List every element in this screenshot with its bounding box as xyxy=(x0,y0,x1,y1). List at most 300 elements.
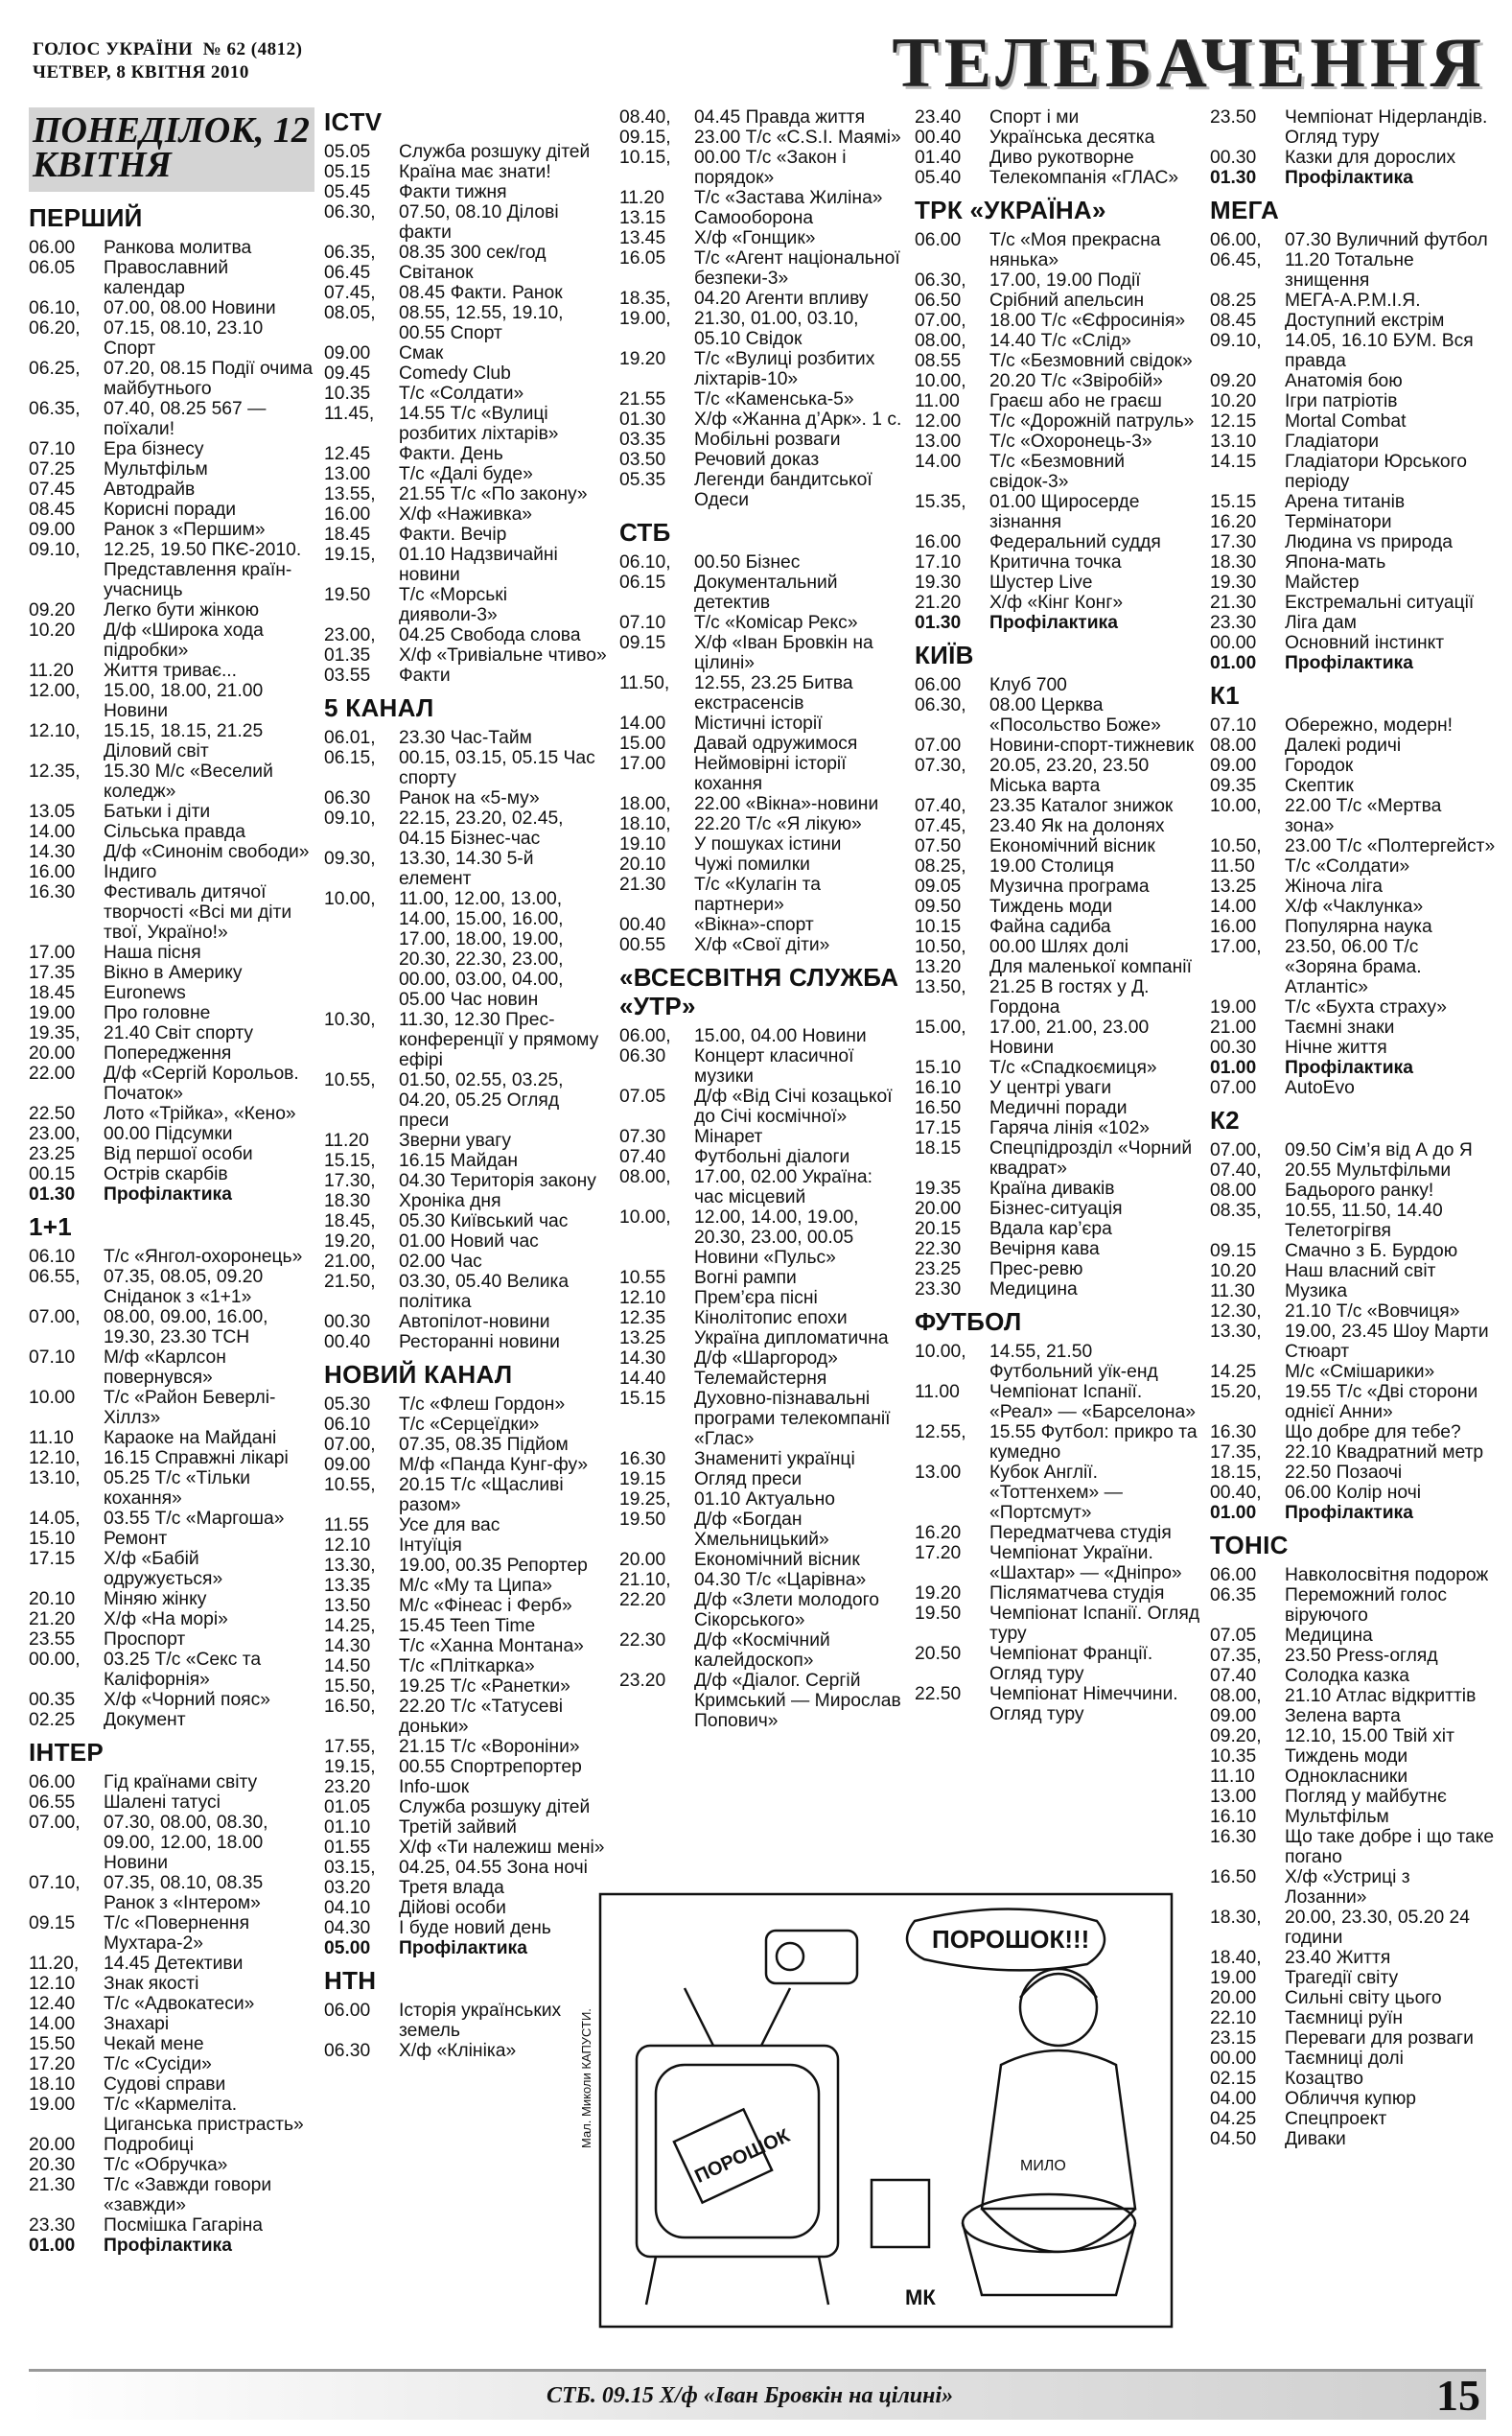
program-title: 07.40, 08.25 567 — поїхали! xyxy=(104,399,267,439)
program-row xyxy=(324,889,610,1010)
program-row xyxy=(324,1515,610,1535)
program-time: 13.00 xyxy=(1210,1787,1257,1807)
program-title: 20.05, 23.20, 23.50 Міська варта xyxy=(989,756,1150,796)
program-title: 07.35, 08.10, 08.35 Ранок з «Інтером» xyxy=(104,1873,264,1913)
program-title: Критична точка xyxy=(989,552,1122,573)
program-title: 22.20 Т/с «Татусеві доньки» xyxy=(399,1697,564,1737)
program-time: 13.25 xyxy=(1210,877,1257,897)
program-time: 09.15 xyxy=(1210,1241,1257,1261)
program-time: 18.10, xyxy=(619,814,671,834)
program-row xyxy=(1210,1301,1496,1322)
program-row xyxy=(915,573,1200,593)
program-row xyxy=(29,1772,314,1792)
program-title: Т/с «Морські дияволи-3» xyxy=(399,585,507,625)
program-title: 20.00, 23.30, 05.20 24 години xyxy=(1285,1908,1470,1948)
program-title: Mortal Combat xyxy=(1285,411,1407,432)
program-title: 12.00, 14.00, 19.00, 20.30, 23.00, 00.05 Новини «Пульс» xyxy=(694,1207,859,1268)
program-time: 09.00 xyxy=(1210,756,1257,776)
program-time: 12.10, xyxy=(29,721,81,741)
program-row xyxy=(1210,1585,1496,1626)
program-row xyxy=(324,1697,610,1737)
program-time: 07.40, xyxy=(915,796,966,816)
program-time: 20.10 xyxy=(29,1589,76,1609)
program-time: 10.35 xyxy=(324,384,371,404)
program-time: 09.20 xyxy=(1210,371,1257,391)
program-title: 20.55 Мультфільми xyxy=(1285,1160,1452,1181)
program-time: 01.05 xyxy=(324,1797,371,1817)
program-row xyxy=(29,822,314,842)
program-time: 07.00, xyxy=(29,1813,81,1833)
program-row xyxy=(1210,148,1496,168)
program-title: 01.10 Надзвичайні новини xyxy=(399,545,558,585)
program-title: 16.15 Майдан xyxy=(399,1151,519,1171)
program-row xyxy=(29,1307,314,1347)
program-row xyxy=(29,399,314,439)
program-title: Переваги для розваги xyxy=(1285,2028,1474,2049)
program-time: 15.15, xyxy=(324,1151,376,1171)
program-title: Майстер xyxy=(1285,573,1360,593)
program-row xyxy=(619,410,905,430)
program-title: Чемпіонат Німеччини. Огляд туру xyxy=(989,1684,1178,1724)
program-time: 12.35 xyxy=(619,1308,666,1328)
program-row xyxy=(915,1463,1200,1523)
program-time: 15.00 xyxy=(619,734,666,754)
program-title: Що добре для тебе? xyxy=(1285,1422,1461,1442)
program-time: 11.20 xyxy=(324,1131,369,1151)
program-title: 23.00 Т/с «C.S.I. Маямі» xyxy=(694,128,901,148)
program-row xyxy=(619,188,905,208)
program-row xyxy=(324,384,610,404)
program-title: 19.00, 23.45 Шоу Марти Стюарт xyxy=(1285,1322,1489,1362)
program-row xyxy=(1210,1988,1496,2008)
program-title: Гладіатори xyxy=(1285,432,1379,452)
program-row xyxy=(29,1509,314,1529)
program-row xyxy=(29,1690,314,1710)
program-time: 18.40, xyxy=(1210,1948,1262,1968)
program-time: 16.05 xyxy=(619,248,666,269)
program-time: 02.25 xyxy=(29,1710,76,1730)
program-title: Містичні історії xyxy=(694,714,823,734)
program-row xyxy=(1210,1261,1496,1281)
program-time: 00.40 xyxy=(915,128,962,148)
program-time: 00.40 xyxy=(619,915,666,935)
program-title: Україна дипломатична xyxy=(694,1328,889,1348)
program-title: Чекай мене xyxy=(104,2034,204,2054)
program-time: 09.10, xyxy=(1210,331,1262,351)
program-title: Гладіатори Юрського періоду xyxy=(1285,452,1467,492)
program-time: 23.50 xyxy=(1210,107,1257,128)
program-title: Д/ф «Широка хода підробки» xyxy=(104,621,264,661)
program-row xyxy=(619,1207,905,1268)
program-time: 14.25, xyxy=(324,1616,376,1636)
program-row xyxy=(619,573,905,613)
program-time: 10.50, xyxy=(1210,836,1262,856)
program-row xyxy=(324,1332,610,1352)
program-title: Ранкова молитва xyxy=(104,238,252,258)
program-time: 22.30 xyxy=(915,1239,962,1259)
program-time: 08.05, xyxy=(324,303,376,323)
program-time: 10.20 xyxy=(1210,1261,1257,1281)
program-title: Історія українських земель xyxy=(399,2001,562,2041)
program-title: 21.30, 01.00, 03.10, 05.10 Свідок xyxy=(694,309,859,349)
program-title: 06.00 Колір ночі xyxy=(1285,1483,1422,1503)
column-3 xyxy=(619,107,905,1731)
program-title: 07.35, 08.35 Підйом xyxy=(399,1435,569,1455)
program-title: М/ф «Карлсон повернувся» xyxy=(104,1347,226,1388)
program-time: 23.20 xyxy=(619,1671,666,1691)
program-row xyxy=(915,816,1200,836)
program-time: 20.00 xyxy=(29,1043,76,1064)
program-title: Т/с «Пліткарка» xyxy=(399,1656,535,1676)
program-row xyxy=(29,2095,314,2135)
cartoon-illustration xyxy=(598,1892,1174,2329)
program-title: Файна садиба xyxy=(989,917,1111,937)
program-row xyxy=(1210,1908,1496,1948)
program-row xyxy=(915,411,1200,432)
program-row xyxy=(915,593,1200,613)
program-time: 12.10 xyxy=(619,1288,666,1308)
program-title: Спецпроект xyxy=(1285,2109,1387,2129)
program-row xyxy=(324,263,610,283)
program-time: 00.00, xyxy=(29,1650,81,1670)
program-row xyxy=(619,834,905,855)
program-row xyxy=(29,298,314,318)
program-time: 01.00 xyxy=(1210,1503,1257,1523)
program-time: 17.55, xyxy=(324,1737,376,1757)
program-row xyxy=(915,391,1200,411)
program-title: 05.30 Київський час xyxy=(399,1211,569,1231)
program-title: Попередження xyxy=(104,1043,232,1064)
program-time: 10.55, xyxy=(324,1070,376,1090)
program-time: 00.15 xyxy=(29,1164,76,1184)
program-title: 12.10, 15.00 Твій хіт xyxy=(1285,1726,1454,1746)
program-row xyxy=(619,1046,905,1087)
program-time: 13.00 xyxy=(915,432,962,452)
program-title: Життя триває... xyxy=(104,661,238,681)
program-row xyxy=(619,1087,905,1127)
program-title: Чемпіонат України. «Шахтар» — «Дніпро» xyxy=(989,1543,1182,1583)
program-title: 13.30, 14.30 5-й елемент xyxy=(399,849,534,889)
program-row xyxy=(29,761,314,802)
program-time: 05.05 xyxy=(324,142,371,162)
program-row xyxy=(1210,250,1496,291)
program-time: 01.30 xyxy=(915,613,962,633)
masthead-info xyxy=(33,38,302,84)
program-title: Чемпіонат Франції. Огляд туру xyxy=(989,1644,1153,1684)
program-row xyxy=(324,1070,610,1131)
footer-promo: СТБ. 09.15 Х/ф «Іван Бровкін на цілині» xyxy=(547,2383,954,2408)
program-row xyxy=(1210,1058,1496,1078)
program-time: 10.55 xyxy=(619,1268,666,1288)
program-title: Давай одружимося xyxy=(694,734,858,754)
program-title: 19.00 Столиця xyxy=(989,856,1114,877)
program-time: 22.50 xyxy=(29,1104,76,1124)
program-row xyxy=(324,1938,610,1958)
program-title: Диваки xyxy=(1285,2129,1346,2149)
program-title: Ера бізнесу xyxy=(104,439,204,459)
channel-heading: «ВСЕСВІТНЯ СЛУЖБА «УТР» xyxy=(619,963,899,1020)
program-row xyxy=(29,1954,314,1974)
program-title: Профілактика xyxy=(104,2236,232,2256)
program-time: 18.35, xyxy=(619,289,671,309)
program-row xyxy=(1210,1422,1496,1442)
program-row xyxy=(915,168,1200,188)
program-row xyxy=(324,1858,610,1878)
program-title: Х/ф «Ти належиш мені» xyxy=(399,1838,605,1858)
program-title: Х/ф «Гонщик» xyxy=(694,228,816,248)
program-row xyxy=(324,142,610,162)
program-row xyxy=(915,917,1200,937)
program-time: 04.30 xyxy=(324,1918,371,1938)
program-row xyxy=(915,492,1200,532)
program-row xyxy=(29,681,314,721)
program-row xyxy=(619,228,905,248)
program-title: Диво рукотворне xyxy=(989,148,1134,168)
program-row xyxy=(29,2074,314,2095)
program-time: 05.45 xyxy=(324,182,371,202)
program-time: 14.50 xyxy=(324,1656,371,1676)
program-time: 15.10 xyxy=(915,1058,962,1078)
program-time: 07.30 xyxy=(619,1127,666,1147)
program-row xyxy=(324,1231,610,1252)
program-time: 09.20, xyxy=(1210,1726,1262,1746)
program-title: Профілактика xyxy=(1285,653,1413,673)
program-time: 09.15 xyxy=(619,633,666,653)
program-time: 06.15, xyxy=(324,748,376,768)
program-row xyxy=(1210,107,1496,148)
program-title: 15.15, 18.15, 21.25 Діловий світ xyxy=(104,721,264,761)
program-time: 06.30, xyxy=(915,695,966,715)
program-row xyxy=(1210,593,1496,613)
program-time: 18.45 xyxy=(29,983,76,1003)
program-row xyxy=(324,343,610,363)
program-title: Служба розшуку дітей xyxy=(399,142,591,162)
program-time: 19.50 xyxy=(915,1604,962,1624)
program-title: Музична програма xyxy=(989,877,1150,897)
program-row xyxy=(29,1589,314,1609)
program-row xyxy=(915,1138,1200,1179)
program-title: Проспорт xyxy=(104,1629,186,1650)
program-title: Служба розшуку дітей xyxy=(399,1797,591,1817)
program-title: Шалені татусі xyxy=(104,1792,221,1813)
program-row xyxy=(1210,856,1496,877)
program-row xyxy=(619,1630,905,1671)
program-time: 12.10 xyxy=(29,1974,76,1994)
program-row xyxy=(915,897,1200,917)
program-row xyxy=(1210,371,1496,391)
program-time: 13.50 xyxy=(324,1596,371,1616)
program-row xyxy=(324,1676,610,1697)
program-title: 19.00, 00.35 Репортер xyxy=(399,1556,588,1576)
program-title: Кубок Англії. «Тоттенхем» — «Портсмут» xyxy=(989,1463,1123,1523)
program-title: 15.45 Teen Time xyxy=(399,1616,536,1636)
program-row xyxy=(619,248,905,289)
channel-heading: КИЇВ xyxy=(915,641,974,669)
program-time: 12.40 xyxy=(29,1994,76,2014)
program-title: Подробиці xyxy=(104,2135,194,2155)
program-time: 06.10 xyxy=(29,1247,76,1267)
program-row xyxy=(29,520,314,540)
program-row xyxy=(324,1435,610,1455)
program-time: 19.20 xyxy=(915,1583,962,1604)
program-row xyxy=(324,1415,610,1435)
program-time: 07.40, xyxy=(1210,1160,1262,1181)
program-title: Сільська правда xyxy=(104,822,246,842)
program-row xyxy=(29,802,314,822)
program-time: 19.35, xyxy=(29,1023,81,1043)
program-time: 20.30 xyxy=(29,2155,76,2175)
program-row xyxy=(619,128,905,148)
channel-heading: 5 КАНАЛ xyxy=(324,693,434,722)
program-time: 21.20 xyxy=(29,1609,76,1629)
program-time: 09.45 xyxy=(324,363,371,384)
program-row xyxy=(619,552,905,573)
program-time: 18.45 xyxy=(324,525,371,545)
program-title: 08.00, 09.00, 16.00, 19.30, 23.30 ТСН xyxy=(104,1307,268,1347)
program-title: Х/ф «Бабій одружується» xyxy=(104,1549,223,1589)
program-row xyxy=(1210,512,1496,532)
program-row xyxy=(915,1422,1200,1463)
program-title: Телекомпанія «ГЛАС» xyxy=(989,168,1179,188)
program-title: 17.00, 21.00, 23.00 Новини xyxy=(989,1018,1150,1058)
soap-label: МИЛО xyxy=(1020,2158,1066,2174)
program-title: Т/с «Серцеїдки» xyxy=(399,1415,540,1435)
program-title: 23.35 Каталог знижок xyxy=(989,796,1174,816)
program-time: 23.00, xyxy=(324,625,376,645)
program-time: 06.00 xyxy=(29,1772,76,1792)
program-time: 16.30 xyxy=(1210,1827,1257,1847)
program-title: Передматчева студія xyxy=(989,1523,1172,1543)
program-time: 11.10 xyxy=(29,1428,74,1448)
program-row xyxy=(1210,1666,1496,1686)
program-title: Погляд у майбутнє xyxy=(1285,1787,1447,1807)
program-title: 17.00, 19.00 Події xyxy=(989,270,1141,291)
program-title: 01.00 Щиросерде зізнання xyxy=(989,492,1140,532)
program-title: Т/с «Кулагін та партнери» xyxy=(694,875,821,915)
program-title: 07.30 Вуличний футбол xyxy=(1285,230,1488,250)
program-row xyxy=(619,1449,905,1469)
program-row xyxy=(29,2236,314,2256)
program-title: Т/с «Комісар Рекс» xyxy=(694,613,858,633)
program-title: Лото «Трійка», «Кено» xyxy=(104,1104,296,1124)
program-title: І буде новий день xyxy=(399,1918,551,1938)
program-row xyxy=(1210,997,1496,1018)
program-row xyxy=(29,721,314,761)
program-title: Х/ф «На морі» xyxy=(104,1609,228,1629)
program-title: Острів скарбів xyxy=(104,1164,228,1184)
program-row xyxy=(1210,1503,1496,1523)
program-time: 09.20 xyxy=(29,600,76,621)
program-title: 12.55, 23.25 Битва екстрасенсів xyxy=(694,673,853,714)
program-time: 10.55, xyxy=(324,1475,376,1495)
program-row xyxy=(324,1737,610,1757)
program-time: 12.10, xyxy=(29,1448,81,1468)
program-time: 07.35, xyxy=(1210,1646,1262,1666)
program-title: 14.55, 21.50 Футбольний уїк-енд xyxy=(989,1342,1158,1382)
program-time: 16.20 xyxy=(915,1523,962,1543)
program-title: Факти тижня xyxy=(399,182,507,202)
channel-heading: ICTV xyxy=(324,107,383,136)
program-title: 08.35 300 сек/год xyxy=(399,243,547,263)
program-title: 23.40 Життя xyxy=(1285,1948,1391,1968)
program-row xyxy=(29,1792,314,1813)
program-row xyxy=(1210,1201,1496,1241)
program-row xyxy=(324,1797,610,1817)
program-time: 07.30, xyxy=(915,756,966,776)
program-row xyxy=(29,1388,314,1428)
program-row xyxy=(29,459,314,480)
program-time: 11.55 xyxy=(324,1515,369,1535)
program-row xyxy=(1210,573,1496,593)
program-row xyxy=(29,882,314,943)
program-time: 15.20, xyxy=(1210,1382,1262,1402)
program-row xyxy=(915,836,1200,856)
program-title: 08.45 Факти. Ранок xyxy=(399,283,563,303)
program-title: Факти. Вечір xyxy=(399,525,507,545)
program-time: 21.30 xyxy=(619,875,666,895)
program-row xyxy=(29,2155,314,2175)
program-title: Знахарі xyxy=(104,2014,170,2034)
program-title: Неймовірні історії кохання xyxy=(694,754,847,794)
program-row xyxy=(619,1026,905,1046)
program-title: Наша пісня xyxy=(104,943,201,963)
program-title: 23.40 Як на долонях xyxy=(989,816,1165,836)
program-row xyxy=(1210,291,1496,311)
program-row xyxy=(29,439,314,459)
program-title: Батьки і діти xyxy=(104,802,211,822)
program-title: Навколосвітня подорож xyxy=(1285,1565,1489,1585)
program-title: 16.15 Справжні лікарі xyxy=(104,1448,289,1468)
program-title: Документ xyxy=(104,1710,186,1730)
program-row xyxy=(29,1124,314,1144)
program-title: Вдала кар’єра xyxy=(989,1219,1112,1239)
program-row xyxy=(1210,1322,1496,1362)
program-row xyxy=(324,525,610,545)
program-title: 17.00, 02.00 Україна: час місцевий xyxy=(694,1167,872,1207)
program-title: Арена титанів xyxy=(1285,492,1406,512)
program-title: 00.55 Спортрепортер xyxy=(399,1757,582,1777)
program-row xyxy=(619,1671,905,1731)
program-time: 19.15 xyxy=(619,1469,666,1489)
program-row xyxy=(619,1469,905,1489)
program-time: 18.00, xyxy=(619,794,671,814)
program-row xyxy=(324,464,610,484)
program-title: Посмішка Гагаріна xyxy=(104,2215,263,2236)
program-row xyxy=(29,1913,314,1954)
program-row xyxy=(29,2215,314,2236)
program-row xyxy=(29,600,314,621)
program-row xyxy=(915,736,1200,756)
program-time: 00.30 xyxy=(1210,148,1257,168)
program-row xyxy=(324,625,610,645)
program-time: 14.00 xyxy=(1210,897,1257,917)
program-row xyxy=(619,148,905,188)
program-time: 13.15 xyxy=(619,208,666,228)
program-time: 16.50, xyxy=(324,1697,376,1717)
program-title: 04.20 Агенти впливу xyxy=(694,289,869,309)
program-title: Т/с «Кармеліта. Циганська пристрасть» xyxy=(104,2095,304,2135)
program-row xyxy=(915,877,1200,897)
program-time: 00.30 xyxy=(324,1312,371,1332)
program-time: 09.10, xyxy=(29,540,81,560)
program-row xyxy=(29,1468,314,1509)
program-time: 11.50, xyxy=(619,673,670,693)
program-title: 01.00 Новий час xyxy=(399,1231,539,1252)
program-time: 14.25 xyxy=(1210,1362,1257,1382)
program-time: 18.30, xyxy=(1210,1908,1262,1928)
program-time: 13.55, xyxy=(324,484,376,504)
program-row xyxy=(29,1609,314,1629)
